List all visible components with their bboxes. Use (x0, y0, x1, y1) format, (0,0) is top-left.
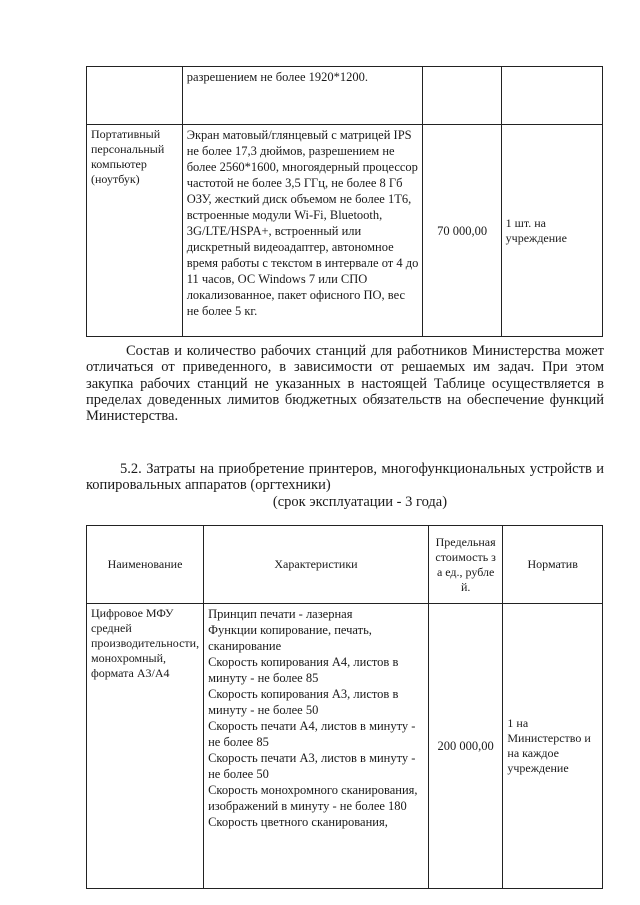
spec-line: Скорость копирования А3, листов в минуту - не более 50 (208, 687, 399, 717)
equipment-table-2 (86, 525, 603, 889)
spec-line: Скорость монохромного сканирования, изображений в минуту - не более 180 (208, 783, 418, 813)
table-cell (503, 604, 603, 889)
item-name: Цифровое МФУ средней производительности, монохромный, формата А3/А4 (91, 606, 200, 680)
table-cell (428, 604, 502, 889)
table-row (87, 67, 603, 125)
header-norm: Норматив (527, 557, 578, 571)
price-value: 200 000,00 (437, 739, 494, 753)
table-cell (182, 125, 423, 337)
equipment-table-1 (86, 66, 603, 337)
table-header-cell (87, 526, 204, 604)
header-price: Предельная стоимость за ед., рублей. (435, 534, 496, 594)
table-row (87, 604, 603, 889)
table-header-cell (428, 526, 502, 604)
table-header-row (87, 526, 603, 604)
spec-line: Скорость печати А3, листов в минуту - не более 50 (208, 751, 416, 781)
spec-list (204, 604, 428, 832)
norm-value: 1 на Министерство и на каждое учреждение (507, 716, 591, 775)
table-cell (501, 125, 602, 337)
spec-line: Скорость печати А4, листов в минуту - не более 85 (208, 719, 416, 749)
norm-value: 1 шт. на учреждение (505, 215, 567, 245)
section-heading: 5.2. Затраты на приобретение принтеров, многофункциональных устройств и копировальных аппаратов (оргтехники) (86, 461, 604, 494)
table-header-cell (503, 526, 603, 604)
table-cell (87, 125, 183, 337)
table-cell (182, 67, 423, 125)
characteristics-text: Экран матовый/глянцевый с матрицей IPS не более 17,3 дюймов, разрешением не более 2560*1600, многоядерный процессор частотой не более 3,5 ГГц, не более 8 Гб ОЗУ, жесткий диск объемом не более 1Т6, встроенные модули Wi-Fi, Bluetooth, 3G/LTE/HSPA+, встроенный или дискретный видеоадаптер, автономное время работы с текстом в интервале от 4 до 11 часов, ОС Windows 7 или СПО локализованное, пакет офисного ПО, вес не более 5 кг. (186, 128, 419, 318)
item-name: Портативный персональный компьютер (ноутбук) (91, 127, 165, 186)
table-cell (423, 125, 501, 337)
table-cell (204, 604, 429, 889)
table-cell (423, 67, 501, 125)
spec-line: Скорость цветного сканирования, (208, 815, 388, 829)
table-cell (87, 67, 183, 125)
spec-line: Скорость копирования А4, листов в минуту - не более 85 (208, 655, 399, 685)
spec-line: Функции копирование, печать, сканирование (208, 623, 372, 653)
spec-line: Принцип печати - лазерная (208, 607, 353, 621)
table-cell (501, 67, 602, 125)
table-cell (87, 604, 204, 889)
section-subheading: (срок эксплуатации - 3 года) (272, 494, 448, 510)
characteristics-text: разрешением не более 1920*1200. (186, 70, 368, 84)
header-characteristics: Характеристики (274, 557, 358, 571)
table-row (87, 125, 603, 337)
table-header-cell (204, 526, 429, 604)
body-paragraph: Состав и количество рабочих станций для работников Министерства может отличаться от приведенного, в зависимости от решаемых им задач. При этом закупка рабочих станций не указанных в настоящей Таблице осуществляется в пределах доведенных лимитов бюджетных обязательств на обеспечение функций Министерства. (86, 343, 604, 425)
header-name: Наименование (107, 557, 183, 571)
price-value: 70 000,00 (437, 223, 488, 238)
